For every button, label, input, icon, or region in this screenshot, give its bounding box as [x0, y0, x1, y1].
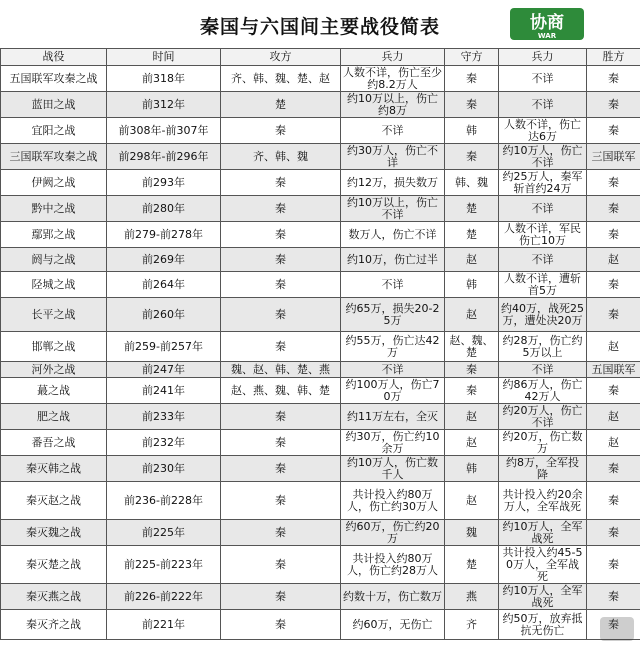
- table-cell: 前230年: [107, 456, 221, 482]
- table-cell: 秦: [221, 272, 341, 298]
- table-cell: 秦: [587, 610, 640, 640]
- table-cell: 赵: [587, 430, 640, 456]
- table-cell: 赵: [587, 248, 640, 272]
- table-cell: 秦: [445, 144, 499, 170]
- table-cell: 秦: [587, 66, 640, 92]
- table-cell: 秦: [221, 456, 341, 482]
- watermark-icon: [600, 617, 634, 641]
- table-cell: 不详: [499, 92, 587, 118]
- table-cell: 秦: [445, 92, 499, 118]
- table-cell: 约55万，伤亡达42万: [341, 332, 445, 362]
- table-cell: 赵: [445, 404, 499, 430]
- table-cell: 秦: [587, 170, 640, 196]
- table-cell: 秦: [221, 196, 341, 222]
- table-row: [1, 378, 640, 404]
- table-cell: 齐: [445, 610, 499, 640]
- table-cell: 秦: [221, 170, 341, 196]
- logo-sub: WAR: [537, 32, 557, 40]
- table-cell: 前233年: [107, 404, 221, 430]
- table-cell: 秦灭赵之战: [1, 482, 107, 520]
- table-cell: 三国联军攻秦之战: [1, 144, 107, 170]
- table-cell: 秦: [221, 222, 341, 248]
- table-cell: 赵: [445, 248, 499, 272]
- table-cell: 约30万，伤亡约10余万: [341, 430, 445, 456]
- table-cell: 数万人，伤亡不详: [341, 222, 445, 248]
- table-row: [1, 546, 640, 584]
- table-cell: 秦灭楚之战: [1, 546, 107, 584]
- table-cell: 前247年: [107, 362, 221, 378]
- table-cell: 秦: [587, 546, 640, 584]
- table-cell: 秦: [587, 520, 640, 546]
- table-cell: 赵: [445, 482, 499, 520]
- table-cell: 秦: [221, 430, 341, 456]
- table-cell: 长平之战: [1, 298, 107, 332]
- table-row: [1, 118, 640, 144]
- table-cell: 不详: [341, 118, 445, 144]
- table-cell: 前236-前228年: [107, 482, 221, 520]
- table-cell: 约数十万，伤亡数万: [341, 584, 445, 610]
- table-cell: 秦: [587, 378, 640, 404]
- table-cell: 陉城之战: [1, 272, 107, 298]
- table-row: [1, 430, 640, 456]
- table-row: [1, 482, 640, 520]
- table-cell: 约28万，伤亡约5万以上: [499, 332, 587, 362]
- table-cell: 不详: [499, 362, 587, 378]
- table-cell: 楚: [445, 546, 499, 584]
- table-cell: 人数不详，伤亡至少约8.2万人: [341, 66, 445, 92]
- table-cell: 番吾之战: [1, 430, 107, 456]
- table-cell: 韩、魏: [445, 170, 499, 196]
- table-row: [1, 332, 640, 362]
- table-cell: 约10万人，全军战死: [499, 584, 587, 610]
- table-cell: 前226-前222年: [107, 584, 221, 610]
- table-cell: 约40万，战死25万，遭处决20万: [499, 298, 587, 332]
- table-cell: 秦: [587, 118, 640, 144]
- table-cell: 秦灭魏之战: [1, 520, 107, 546]
- table-cell: 五国联军: [587, 362, 640, 378]
- column-header: 守方: [445, 49, 499, 66]
- table-cell: 秦: [587, 584, 640, 610]
- table-cell: 蓝田之战: [1, 92, 107, 118]
- table-cell: 前280年: [107, 196, 221, 222]
- table-cell: 秦: [221, 404, 341, 430]
- table-cell: 秦: [221, 118, 341, 144]
- column-header: 兵力: [341, 49, 445, 66]
- table-cell: 约10万，伤亡过半: [341, 248, 445, 272]
- table-cell: 秦灭燕之战: [1, 584, 107, 610]
- table-cell: 秦: [587, 222, 640, 248]
- table-cell: 肥之战: [1, 404, 107, 430]
- page-title: 秦国与六国间主要战役简表: [199, 16, 440, 38]
- table-cell: 前293年: [107, 170, 221, 196]
- header-row: [1, 49, 640, 66]
- table-row: [1, 362, 640, 378]
- table-cell: 前232年: [107, 430, 221, 456]
- table-cell: 约20万，伤亡数万: [499, 430, 587, 456]
- column-header: 时间: [107, 49, 221, 66]
- table-cell: 楚: [221, 92, 341, 118]
- table-cell: 秦: [221, 248, 341, 272]
- table-row: [1, 610, 640, 640]
- table-cell: 前308年-前307年: [107, 118, 221, 144]
- table-cell: 秦: [221, 482, 341, 520]
- table-cell: 韩: [445, 456, 499, 482]
- table-cell: 伊阙之战: [1, 170, 107, 196]
- table-cell: 约20万人，伤亡不详: [499, 404, 587, 430]
- table-cell: 秦: [221, 520, 341, 546]
- table-cell: 燕: [445, 584, 499, 610]
- table-row: [1, 298, 640, 332]
- battles-table: [0, 48, 640, 640]
- table-cell: 齐、韩、魏: [221, 144, 341, 170]
- table-cell: 赵、燕、魏、韩、楚: [221, 378, 341, 404]
- table-cell: 前298年-前296年: [107, 144, 221, 170]
- table-cell: 赵: [587, 332, 640, 362]
- table-cell: 赵: [445, 430, 499, 456]
- table-cell: 秦: [587, 196, 640, 222]
- table-cell: 前225年: [107, 520, 221, 546]
- table-cell: 韩: [445, 272, 499, 298]
- table-cell: 约50万，放弃抵抗无伤亡: [499, 610, 587, 640]
- table-cell: 赵、魏、楚: [445, 332, 499, 362]
- table-cell: 魏、赵、韩、楚、燕: [221, 362, 341, 378]
- table-row: [1, 196, 640, 222]
- table-row: [1, 584, 640, 610]
- table-cell: 秦: [221, 610, 341, 640]
- table-row: [1, 456, 640, 482]
- table-row: [1, 404, 640, 430]
- table-cell: 秦: [221, 546, 341, 584]
- table-cell: 韩: [445, 118, 499, 144]
- table-cell: 约10万人，全军战死: [499, 520, 587, 546]
- table-cell: 约65万，损失20-25万: [341, 298, 445, 332]
- table-cell: 前318年: [107, 66, 221, 92]
- table-cell: 前241年: [107, 378, 221, 404]
- table-cell: 约12万，损失数万: [341, 170, 445, 196]
- table-cell: 秦灭韩之战: [1, 456, 107, 482]
- table-cell: 约10万以上，伤亡约8万: [341, 92, 445, 118]
- table-row: [1, 248, 640, 272]
- table-cell: 赵: [445, 298, 499, 332]
- column-header: 兵力: [499, 49, 587, 66]
- title-bar: [0, 0, 640, 48]
- table-cell: 不详: [499, 196, 587, 222]
- table-cell: 秦: [587, 272, 640, 298]
- column-header: 胜方: [587, 49, 640, 66]
- table-cell: 秦: [587, 298, 640, 332]
- table-cell: 邯郸之战: [1, 332, 107, 362]
- table-cell: 魏: [445, 520, 499, 546]
- table-cell: 前225-前223年: [107, 546, 221, 584]
- table-cell: 秦: [587, 92, 640, 118]
- table-cell: 秦: [221, 584, 341, 610]
- table-row: [1, 272, 640, 298]
- table-cell: 河外之战: [1, 362, 107, 378]
- table-cell: 约25万人，秦军斩首约24万: [499, 170, 587, 196]
- table-cell: 前312年: [107, 92, 221, 118]
- table-cell: 阏与之战: [1, 248, 107, 272]
- table-cell: 人数不详，遭斩首5万: [499, 272, 587, 298]
- table-cell: 人数不详，伤亡达6万: [499, 118, 587, 144]
- table-cell: 约60万，无伤亡: [341, 610, 445, 640]
- table-cell: 前264年: [107, 272, 221, 298]
- table-cell: 黔中之战: [1, 196, 107, 222]
- column-header: 攻方: [221, 49, 341, 66]
- table-cell: 不详: [499, 248, 587, 272]
- table-cell: 秦: [445, 362, 499, 378]
- table-cell: 约10万人，伤亡不详: [499, 144, 587, 170]
- table-cell: 秦: [445, 66, 499, 92]
- table-row: [1, 144, 640, 170]
- table-cell: 不详: [341, 362, 445, 378]
- table-cell: 赵: [587, 404, 640, 430]
- table-cell: 楚: [445, 222, 499, 248]
- table-row: [1, 66, 640, 92]
- table-cell: 共计投入约20余万人，全军战死: [499, 482, 587, 520]
- table-cell: 蕞之战: [1, 378, 107, 404]
- table-cell: 前269年: [107, 248, 221, 272]
- table-cell: 约10万人，伤亡数千人: [341, 456, 445, 482]
- table-cell: 三国联军: [587, 144, 640, 170]
- column-header: 战役: [1, 49, 107, 66]
- table-row: [1, 222, 640, 248]
- table-cell: 约86万人，伤亡42万人: [499, 378, 587, 404]
- table-cell: 宜阳之战: [1, 118, 107, 144]
- table-cell: 秦灭齐之战: [1, 610, 107, 640]
- table-cell: 秦: [587, 456, 640, 482]
- table-cell: 共计投入约80万人，伤亡约30万人: [341, 482, 445, 520]
- table-cell: 约100万人，伤亡70万: [341, 378, 445, 404]
- table-cell: 秦: [221, 332, 341, 362]
- table-cell: 前221年: [107, 610, 221, 640]
- table-row: [1, 520, 640, 546]
- table-cell: 前279-前278年: [107, 222, 221, 248]
- table-row: [1, 170, 640, 196]
- table-row: [1, 92, 640, 118]
- table-cell: 约8万，全军投降: [499, 456, 587, 482]
- table-cell: 约30万人，伤亡不详: [341, 144, 445, 170]
- table-cell: 不详: [499, 66, 587, 92]
- table-cell: 前260年: [107, 298, 221, 332]
- table-cell: 秦: [221, 298, 341, 332]
- table-body: [1, 66, 640, 640]
- logo-icon: [508, 6, 586, 42]
- table-cell: 约60万，伤亡约20万: [341, 520, 445, 546]
- table-cell: 约10万以上，伤亡不详: [341, 196, 445, 222]
- table-cell: 秦: [587, 482, 640, 520]
- table-cell: 约11万左右，全灭: [341, 404, 445, 430]
- table-cell: 五国联军攻秦之战: [1, 66, 107, 92]
- table-cell: 共计投入约80万人，伤亡约28万人: [341, 546, 445, 584]
- table-cell: 秦: [445, 378, 499, 404]
- table-cell: 人数不详，军民伤亡10万: [499, 222, 587, 248]
- table-cell: 共计投入约45-50万人，全军战死: [499, 546, 587, 584]
- table-cell: 齐、韩、魏、楚、赵: [221, 66, 341, 92]
- logo-text: 协商: [530, 13, 564, 33]
- table-cell: 鄢郢之战: [1, 222, 107, 248]
- table-cell: 楚: [445, 196, 499, 222]
- table-cell: 前259-前257年: [107, 332, 221, 362]
- table-cell: 不详: [341, 272, 445, 298]
